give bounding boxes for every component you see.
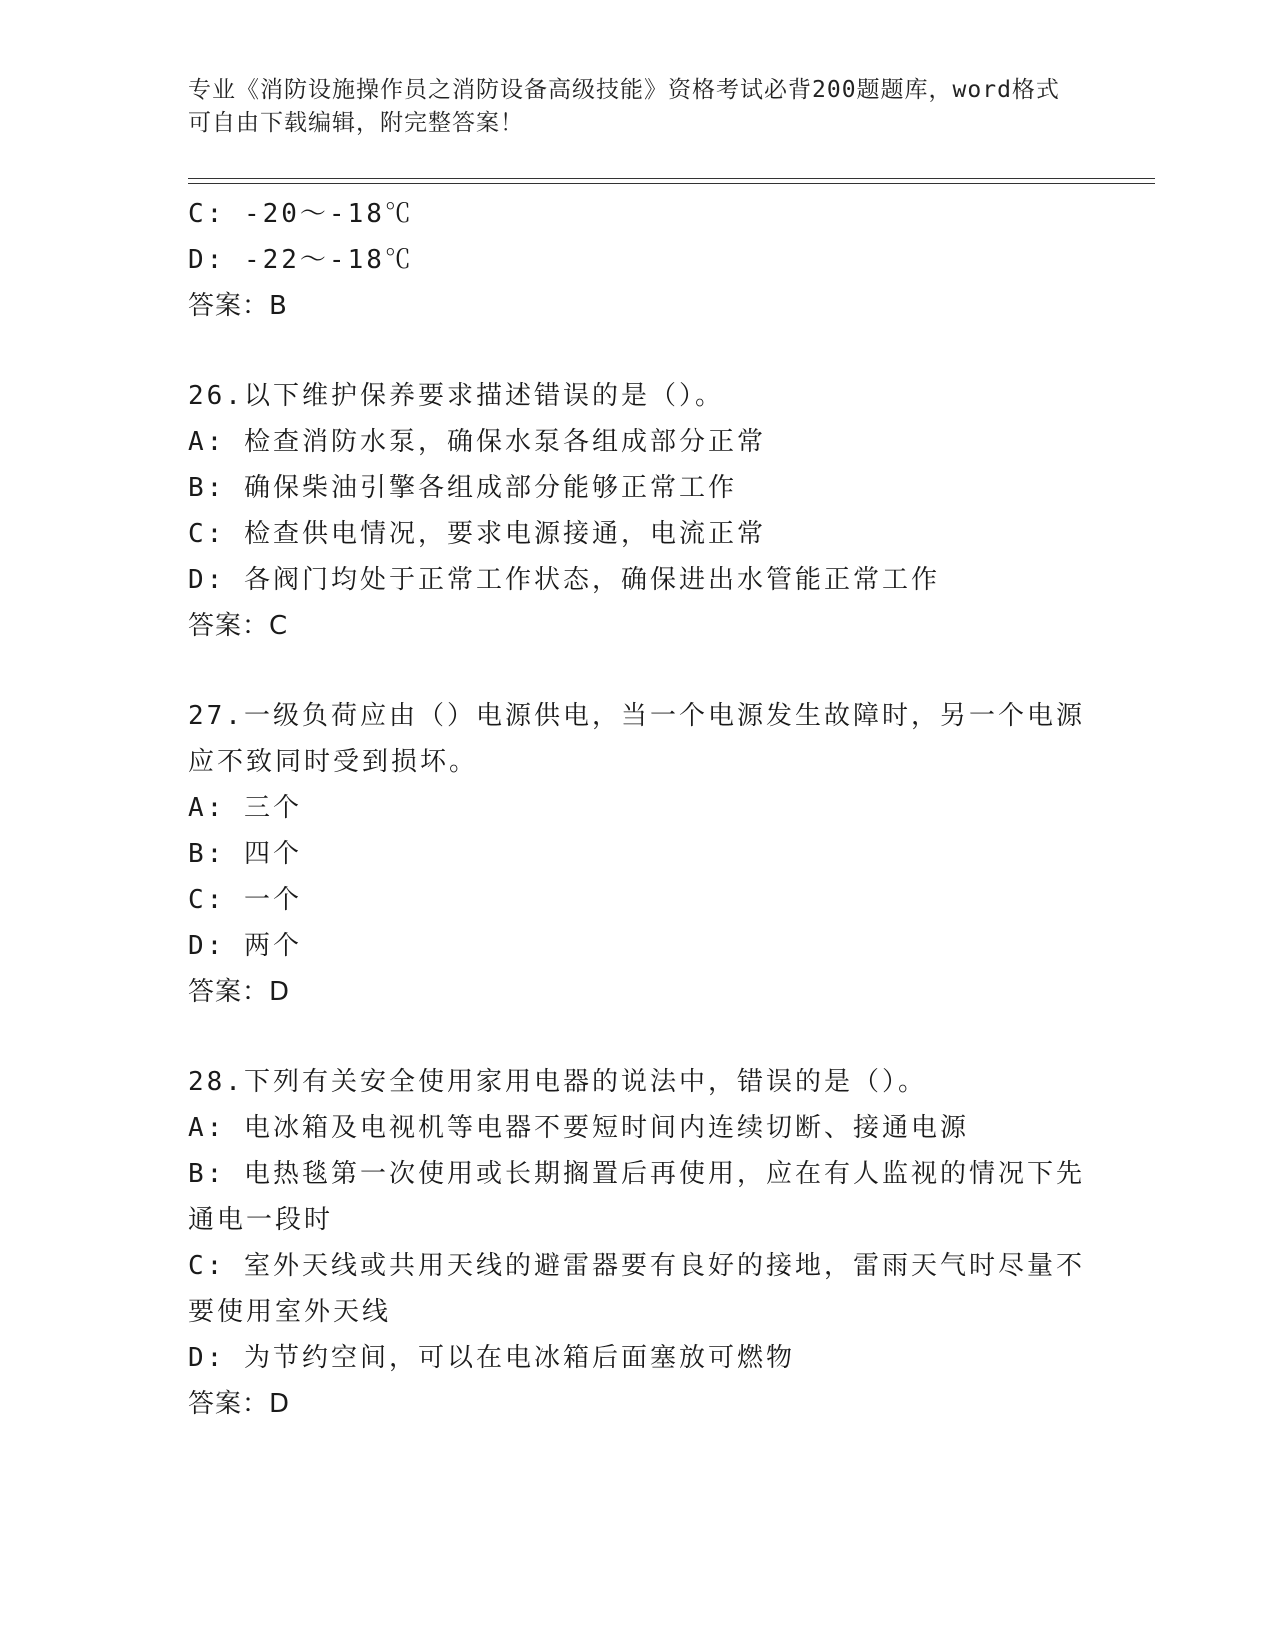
question-stem: 28.下列有关安全使用家用电器的说法中，错误的是（）。 <box>188 1067 927 1097</box>
spacer <box>188 649 1088 693</box>
option-d: D: 各阀门均处于正常工作状态，确保进出水管能正常工作 <box>188 565 940 595</box>
option-d: D: 两个 <box>188 931 302 961</box>
option-c: C: -20～-18℃ <box>188 199 414 229</box>
option-b: B: 确保柴油引擎各组成部分能够正常工作 <box>188 473 737 503</box>
question-stem: 26.以下维护保养要求描述错误的是（）。 <box>188 381 724 411</box>
spacer <box>188 329 1088 373</box>
option-d: D: 为节约空间，可以在电冰箱后面塞放可燃物 <box>188 1343 795 1373</box>
question-stem: 27.一级负荷应由（）电源供电，当一个电源发生故障时，另一个电源应不致同时受到损坏。 <box>188 701 1085 777</box>
question-28 <box>188 1059 1088 1427</box>
option-d: D: -22～-18℃ <box>188 245 414 275</box>
option-c: C: 检查供电情况，要求电源接通，电流正常 <box>188 519 766 549</box>
option-a: A: 三个 <box>188 793 302 823</box>
option-c: C: 室外天线或共用天线的避雷器要有良好的接地，雷雨天气时尽量不要使用室外天线 <box>188 1251 1085 1327</box>
option-a: A: 检查消防水泵，确保水泵各组成部分正常 <box>188 427 766 457</box>
question-26 <box>188 373 1088 649</box>
page-header: 专业《消防设施操作员之消防设备高级技能》资格考试必背200题题库，word格式可自由下载编辑，附完整答案！ <box>188 77 1060 136</box>
answer-line: 答案：C <box>188 611 289 641</box>
option-c: C: 一个 <box>188 885 302 915</box>
answer-line: 答案：B <box>188 291 288 321</box>
spacer <box>188 1015 1088 1059</box>
answer-line: 答案：D <box>188 1389 291 1419</box>
question-fragment <box>188 191 1088 329</box>
question-27 <box>188 693 1088 1015</box>
option-b: B: 电热毯第一次使用或长期搁置后再使用，应在有人监视的情况下先通电一段时 <box>188 1159 1085 1235</box>
header-rule-top <box>188 178 1155 179</box>
answer-line: 答案：D <box>188 977 291 1007</box>
option-b: B: 四个 <box>188 839 302 869</box>
header-rule-bottom <box>188 183 1155 184</box>
question-list <box>188 191 1088 1427</box>
option-a: A: 电冰箱及电视机等电器不要短时间内连续切断、接通电源 <box>188 1113 969 1143</box>
